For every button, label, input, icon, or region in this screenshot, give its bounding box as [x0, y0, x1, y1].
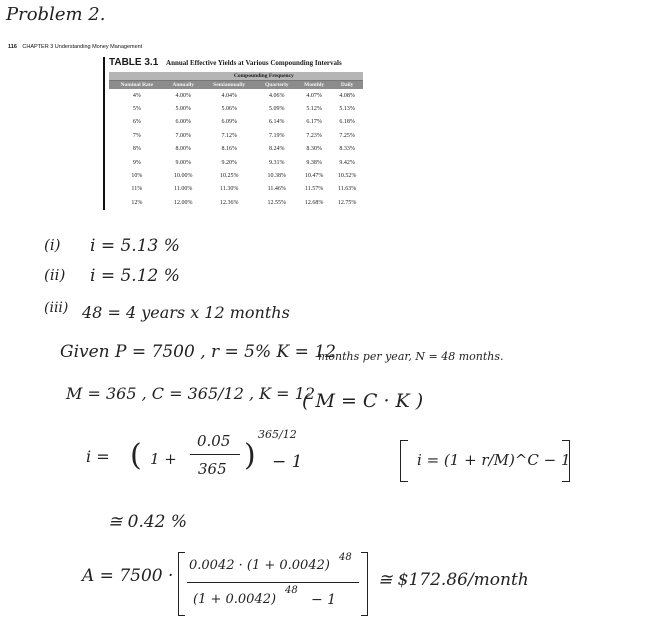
- table-cell: 9.42%: [339, 159, 355, 166]
- table-row: [109, 196, 363, 209]
- part2-label: (ii): [44, 266, 66, 284]
- table-cell: 5.09%: [268, 106, 285, 113]
- column-header-quarterly: Quarterly: [257, 81, 297, 90]
- table-cell: 5.00%: [175, 106, 191, 113]
- table-row: [109, 183, 363, 196]
- i-fraction-bar: [190, 454, 240, 455]
- table-cell: 11.30%: [220, 186, 239, 193]
- table-cell: 11%: [131, 186, 143, 193]
- m-relation: ( M = C · K ): [302, 390, 424, 412]
- table-cell: 9.31%: [268, 159, 285, 166]
- a-bracket-tick-tl: [178, 552, 185, 553]
- i-exponent: 365/12: [258, 428, 297, 441]
- table-label: TABLE 3.1: [109, 57, 159, 68]
- table-cell: 7.19%: [268, 132, 285, 139]
- given-line: Given P = 7500 , r = 5% K = 12: [60, 342, 336, 362]
- table-cell: 5.13%: [339, 106, 355, 113]
- i-lhs: i =: [86, 447, 110, 466]
- table-cell: 6.14%: [268, 119, 285, 126]
- table-cell: 7.00%: [175, 132, 191, 139]
- part2-expr: i = 5.12 %: [90, 266, 180, 286]
- i-one-plus: 1 +: [150, 450, 177, 468]
- effective-yield-table: [109, 72, 363, 210]
- a-denominator-exponent: 48: [285, 585, 298, 596]
- table-cell: 4.00%: [175, 92, 191, 99]
- table-cell: 12.55%: [267, 199, 286, 206]
- formula-bracket: [400, 440, 570, 482]
- table-cell: 7.12%: [221, 132, 237, 139]
- table-cell: 4.08%: [339, 92, 355, 99]
- a-result: ≅ $172.86/month: [378, 570, 529, 590]
- table-cell: 9%: [132, 159, 141, 166]
- i-paren-open: (: [130, 438, 142, 473]
- table-cell: 8.33%: [339, 146, 355, 153]
- table-row: [109, 143, 363, 156]
- column-header-nominal-rate: Nominal Rate: [109, 81, 165, 90]
- column-header-annually: Annually: [165, 81, 202, 90]
- i-frac-numerator: 0.05: [197, 432, 231, 450]
- page-number: 116: [8, 44, 17, 50]
- table-row: [109, 129, 363, 142]
- table-cell: 6.17%: [306, 119, 322, 126]
- table-cell: 7.25%: [339, 132, 355, 139]
- formula-box: i = (1 + r/M)^C − 1: [417, 451, 571, 469]
- bracket-tick-bl: [400, 481, 408, 482]
- table-row: [109, 102, 363, 115]
- table-cell: 8.24%: [268, 146, 285, 153]
- chapter-title: CHAPTER 3 Understanding Money Management: [22, 44, 143, 50]
- a-bracket-tick-bl: [178, 615, 185, 616]
- i-minus-one: − 1: [272, 452, 303, 472]
- table-cell: 5.12%: [306, 106, 322, 113]
- table-cell: 12.75%: [337, 199, 357, 206]
- table-cell: 10.00%: [173, 173, 193, 180]
- table-cell: 6.09%: [221, 119, 237, 126]
- table-cell: 10.38%: [267, 173, 286, 180]
- table-row: [109, 116, 363, 129]
- part1-label: (i): [44, 236, 61, 254]
- a-denominator: (1 + 0.0042): [193, 592, 277, 607]
- table-cell: 5.06%: [221, 106, 237, 113]
- bracket-tick-tl: [400, 440, 408, 441]
- table-cell: 10%: [131, 173, 143, 180]
- i-paren-close: ): [244, 438, 256, 473]
- table-cell: 12%: [131, 199, 143, 206]
- a-fraction-bar: [187, 582, 359, 583]
- table-cell: 8.30%: [306, 146, 322, 153]
- part1-expr: i = 5.13 %: [90, 236, 180, 256]
- group-header-spacer: [109, 72, 165, 81]
- table-cell: 11.57%: [304, 186, 324, 193]
- table-cell: 7%: [132, 132, 141, 139]
- table-cell: 4%: [132, 92, 141, 99]
- group-header: Compounding Frequency: [165, 72, 363, 81]
- table-cell: 11.63%: [338, 186, 357, 193]
- a-numerator-exponent: 48: [339, 552, 352, 563]
- a-bracket-tick-tr: [361, 552, 368, 553]
- column-header-semiannually: Semiannually: [202, 81, 257, 90]
- table-caption: Annual Effective Yields at Various Compounding Intervals: [166, 59, 342, 67]
- table-cell: 5%: [132, 106, 141, 113]
- table-cell: 11.46%: [267, 186, 286, 193]
- table-row: [109, 156, 363, 169]
- table-cell: 12.68%: [304, 199, 324, 206]
- column-header-daily: Daily: [331, 81, 363, 90]
- table-row: [109, 169, 363, 182]
- approx-result: ≅ 0.42 %: [108, 512, 188, 532]
- table-cell: 4.04%: [221, 92, 237, 99]
- problem-title: Problem 2.: [6, 4, 106, 25]
- bracket-tick-br: [562, 481, 570, 482]
- part3-label: (iii): [44, 300, 69, 316]
- table-cell: 9.38%: [306, 159, 322, 166]
- a-bracket: [178, 552, 368, 616]
- m-line: M = 365 , C = 365/12 , K = 12: [66, 384, 316, 403]
- table-cell: 11.00%: [174, 186, 193, 193]
- i-frac-denominator: 365: [198, 460, 227, 478]
- table-cell: 9.00%: [175, 159, 191, 166]
- table-cell: 8.16%: [221, 146, 237, 153]
- book-page-header: [8, 44, 142, 50]
- table-cell: 6%: [132, 119, 141, 126]
- table-cell: 8.00%: [175, 146, 191, 153]
- given-line-small: months per year, N = 48 months.: [318, 350, 504, 363]
- table-cell: 10.47%: [304, 173, 324, 180]
- table-row: [109, 89, 363, 102]
- bracket-tick-tr: [562, 440, 570, 441]
- table-cell: 4.07%: [306, 92, 322, 99]
- part3-expr: 48 = 4 years x 12 months: [82, 303, 290, 322]
- table-cell: 6.00%: [175, 119, 191, 126]
- table-cell: 7.23%: [306, 132, 322, 139]
- table-cell: 6.18%: [339, 119, 355, 126]
- column-header-monthly: Monthly: [297, 81, 331, 90]
- table-cell: 12.36%: [219, 199, 239, 206]
- table-title: [109, 57, 367, 68]
- a-bracket-tick-br: [361, 615, 368, 616]
- yield-table-block: [103, 57, 367, 210]
- a-numerator: 0.0042 · (1 + 0.0042): [189, 558, 330, 573]
- table-cell: 10.25%: [219, 173, 239, 180]
- table-cell: 4.06%: [268, 92, 285, 99]
- table-cell: 10.52%: [337, 173, 357, 180]
- a-lhs: A = 7500 ·: [82, 566, 174, 586]
- table-cell: 9.20%: [221, 159, 237, 166]
- table-cell: 8%: [132, 146, 141, 153]
- table-cell: 12.00%: [173, 199, 193, 206]
- a-denominator-minus: − 1: [311, 592, 337, 608]
